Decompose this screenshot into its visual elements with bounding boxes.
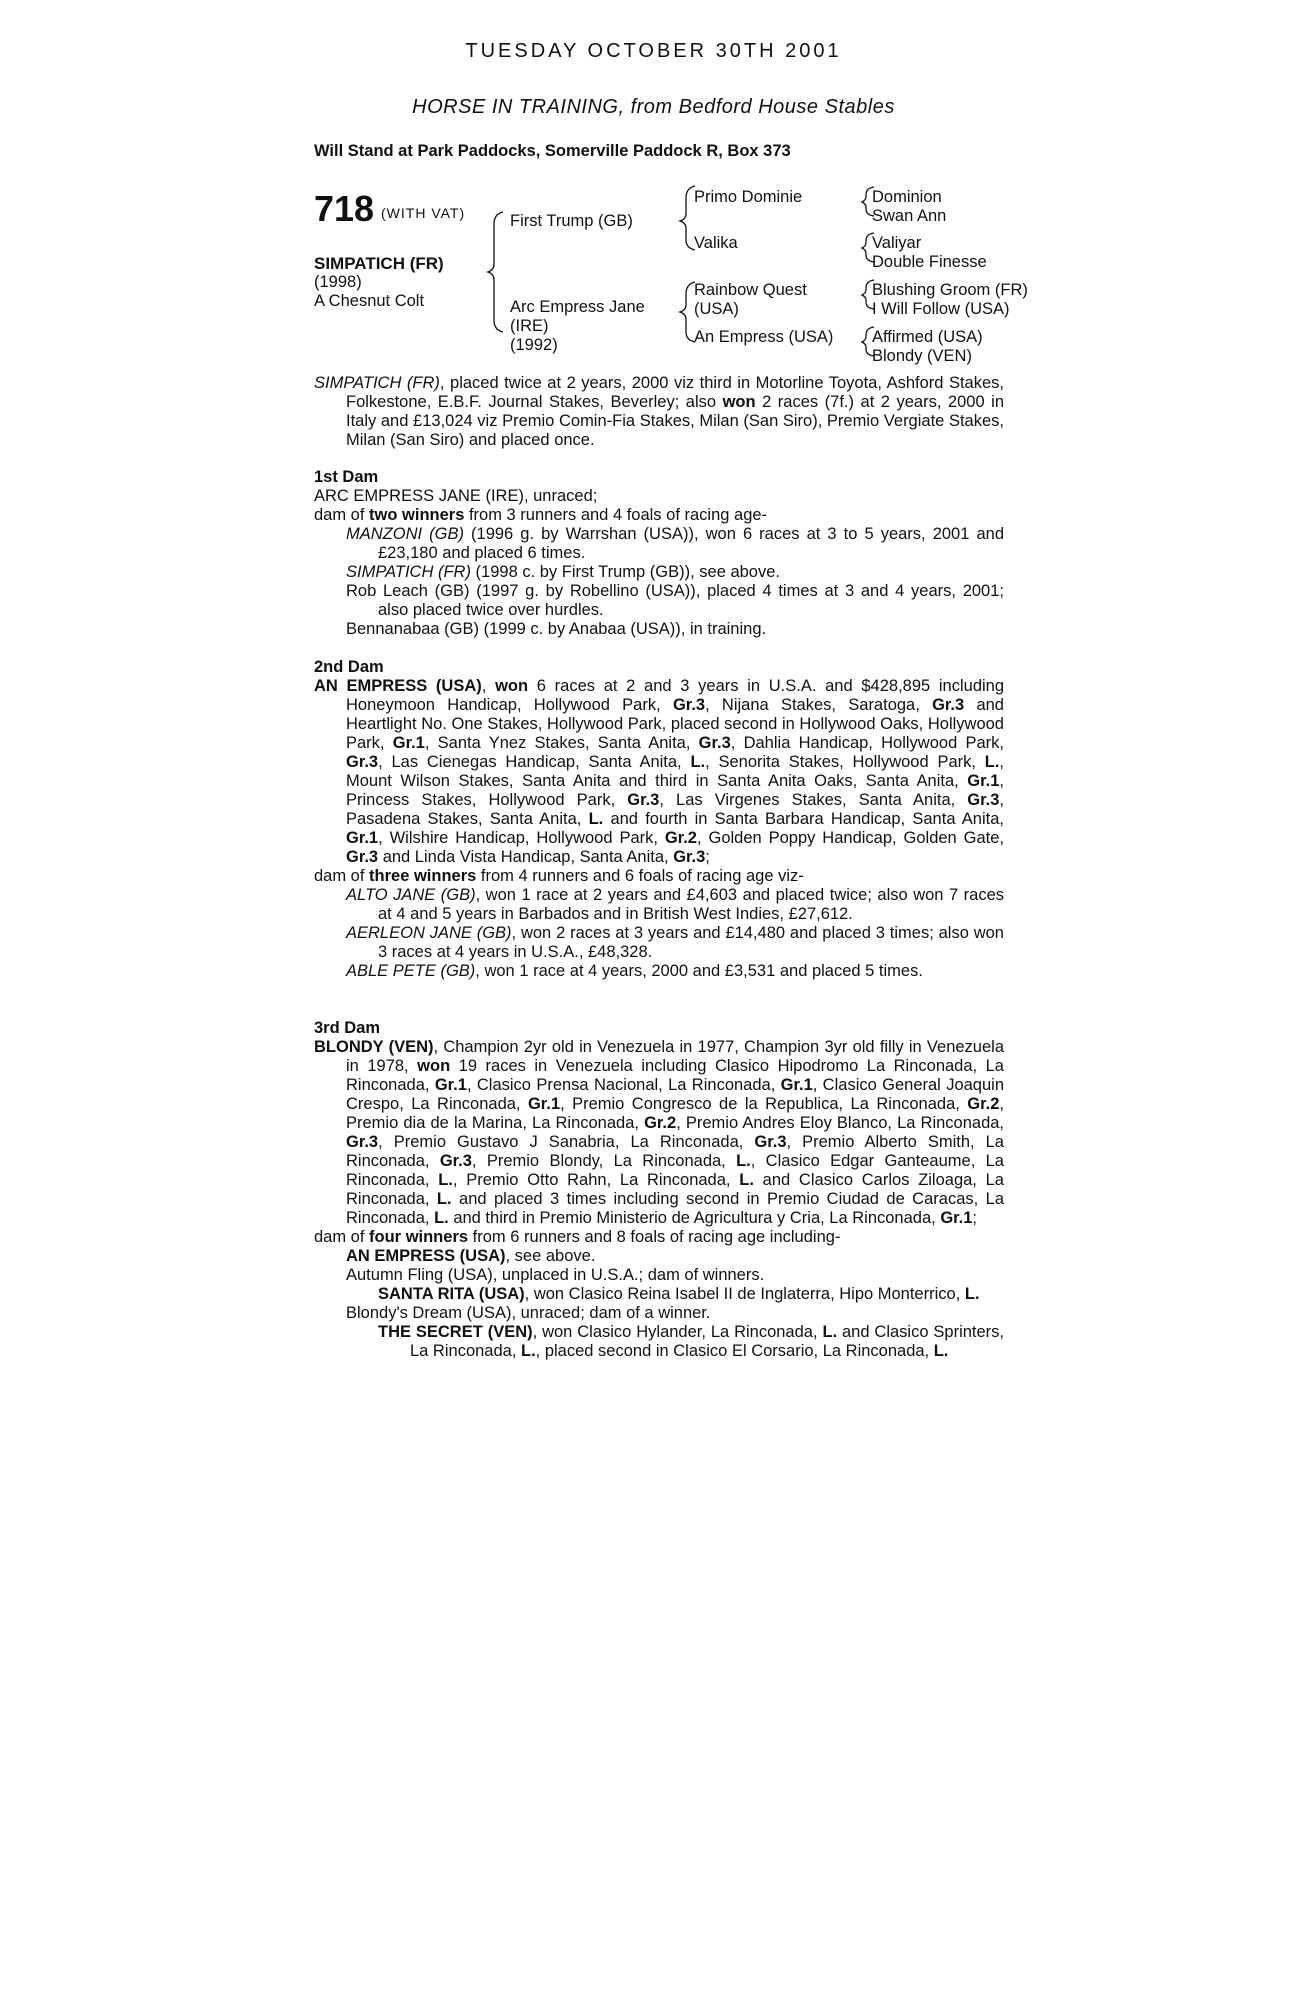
pedigree-ggp-6: I Will Follow (USA)	[872, 300, 1010, 318]
first-dam-heading: 1st Dam	[314, 468, 379, 486]
first-dam-section: 1st Dam ARC EMPRESS JANE (IRE), unraced; dam of two winners from 3 runners and 4 foals of racing age- MANZONI (GB) (1996 g. by Warrshan (USA)), won 6 races at 3 to 5 years, 2001 and £23,180 and placed 6 times. SIMPATICH (FR) (1998 c. by First Trump (GB)), see above. Rob Leach (GB) (1997 g. by Robellino (USA)), placed 4 times at 3 and 4 years, 2001; also placed twice over hurdles. Bennanabaa (GB) (1999 c. by Anabaa (USA)), in training.	[314, 468, 1004, 638]
pedigree-ggp-8: Blondy (VEN)	[872, 347, 972, 365]
pedigree-dam-line2: (IRE)	[510, 317, 549, 335]
pedigree-sire: First Trump (GB)	[510, 212, 633, 230]
pedigree-ggp-4: Double Finesse	[872, 253, 987, 271]
sale-date: TUESDAY OCTOBER 30TH 2001	[465, 40, 842, 62]
horse-description: A Chesnut Colt	[314, 292, 425, 310]
pedigree-ggp-3: Valiyar	[872, 234, 922, 252]
pedigree-dam-sire-line2: (USA)	[694, 300, 739, 318]
second-dam-section: 2nd Dam AN EMPRESS (USA), won 6 races at 2 and 3 years in U.S.A. and $428,895 including Honeymoon Handicap, Hollywood Park, Gr.3, Nijana Stakes, Saratoga, Gr.3 and Heartlight No. One Stakes, Hollywood Park, placed second in Hollywood Oaks, Hollywood Park, Gr.1, Santa Ynez Stakes, Santa Anita, Gr.3, Dahlia Handicap, Hollywood Park, Gr.3, Las Cienegas Handicap, Santa Anita, L., Senorita Stakes, Hollywood Park, L., Mount Wilson Stakes, Santa Anita and third in Santa Anita Oaks, Santa Anita, Gr.1, Princess Stakes, Hollywood Park, Gr.3, Las Virgenes Stakes, Santa Anita, Gr.3, Pasadena Stakes, Santa Anita, L. and fourth in Santa Barbara Handicap, Santa Anita, Gr.1, Wilshire Handicap, Hollywood Park, Gr.2, Golden Poppy Handicap, Golden Gate, Gr.3 and Linda Vista Handicap, Santa Anita, Gr.3; dam of three winners from 4 runners and 6 foals of racing age viz- ALTO JANE (GB), won 1 race at 2 years and £4,603 and placed twice; also won 7 races at 4 and 5 years in Barbados and in British West Indies, £27,612. AERLEON JANE (GB), won 2 races at 3 years and £14,480 and placed 3 times; also won 3 races at 4 years in U.S.A., £48,328. ABLE PETE (GB), won 1 race at 4 years, 2000 and £3,531 and placed 5 times.	[314, 658, 1005, 980]
pedigree-dam-sire-line1: Rainbow Quest	[694, 281, 807, 299]
racing-record: SIMPATICH (FR), placed twice at 2 years, 2000 viz third in Motorline Toyota, Ashford Stakes, Folkestone, E.B.F. Journal Stakes, Beverley; also won 2 races (7f.) at 2 years, 2000 in Italy and £13,024 viz Premio Comin-Fia Stakes, Milan (San Siro), Premio Vergiate Stakes, Milan (San Siro) and placed once.	[314, 374, 1004, 449]
pedigree-dam-line1: Arc Empress Jane	[510, 298, 645, 316]
pedigree-dam-line3: (1992)	[510, 336, 558, 354]
vat-note: (WITH VAT)	[381, 205, 466, 221]
lot-number: 718	[314, 188, 375, 229]
stabling-location: Will Stand at Park Paddocks, Somerville Paddock R, Box 373	[314, 142, 791, 160]
pedigree-sire-dam: Valika	[694, 234, 738, 252]
third-dam-section: 3rd Dam BLONDY (VEN), Champion 2yr old in Venezuela in 1977, Champion 3yr old filly in Venezuela in 1978, won 19 races in Venezuela including Clasico Hipodromo La Rinconada, La Rinconada, Gr.1, Clasico Prensa Nacional, La Rinconada, Gr.1, Clasico General Joaquin Crespo, La Rinconada, Gr.1, Premio Congresco de la Republica, La Rinconada, Gr.2, Premio dia de la Marina, La Rinconada, Gr.2, Premio Andres Eloy Blanco, La Rinconada, Gr.3, Premio Gustavo J Sanabria, La Rinconada, Gr.3, Premio Alberto Smith, La Rinconada, Gr.3, Premio Blondy, La Rinconada, L., Clasico Edgar Ganteaume, La Rinconada, L., Premio Otto Rahn, La Rinconada, L. and Clasico Carlos Ziloaga, La Rinconada, L. and placed 3 times including second in Premio Ciudad de Caracas, La Rinconada, L. and third in Premio Ministerio de Agricultura y Cria, La Rinconada, Gr.1; dam of four winners from 6 runners and 8 foals of racing age including- AN EMPRESS (USA), see above. Autumn Fling (USA), unplaced in U.S.A.; dam of winners. SANTA RITA (USA), won Clasico Reina Isabel II de Inglaterra, Hipo Monterrico, L. Blondy's Dream (USA), unraced; dam of a winner. THE SECRET (VEN), won Clasico Hylander, La Rinconada, L. and Clasico Sprinters, La Rinconada, L., placed second in Clasico El Corsario, La Rinconada, L.	[314, 1019, 1005, 1360]
pedigree-ggp-1: Dominion	[872, 188, 942, 206]
pedigree-brackets	[0, 0, 1307, 380]
pedigree-ggp-7: Affirmed (USA)	[872, 328, 983, 346]
second-dam-heading: 2nd Dam	[314, 658, 384, 676]
foaling-year: (1998)	[314, 273, 362, 291]
pedigree-sire-sire: Primo Dominie	[694, 188, 803, 206]
pedigree-ggp-2: Swan Ann	[872, 207, 947, 225]
third-dam-heading: 3rd Dam	[314, 1019, 381, 1037]
pedigree-ggp-5: Blushing Groom (FR)	[872, 281, 1028, 299]
lot-subtitle: HORSE IN TRAINING, from Bedford House Stables	[412, 96, 895, 118]
pedigree-dam-dam: An Empress (USA)	[694, 328, 834, 346]
horse-name: SIMPATICH (FR)	[314, 254, 444, 273]
